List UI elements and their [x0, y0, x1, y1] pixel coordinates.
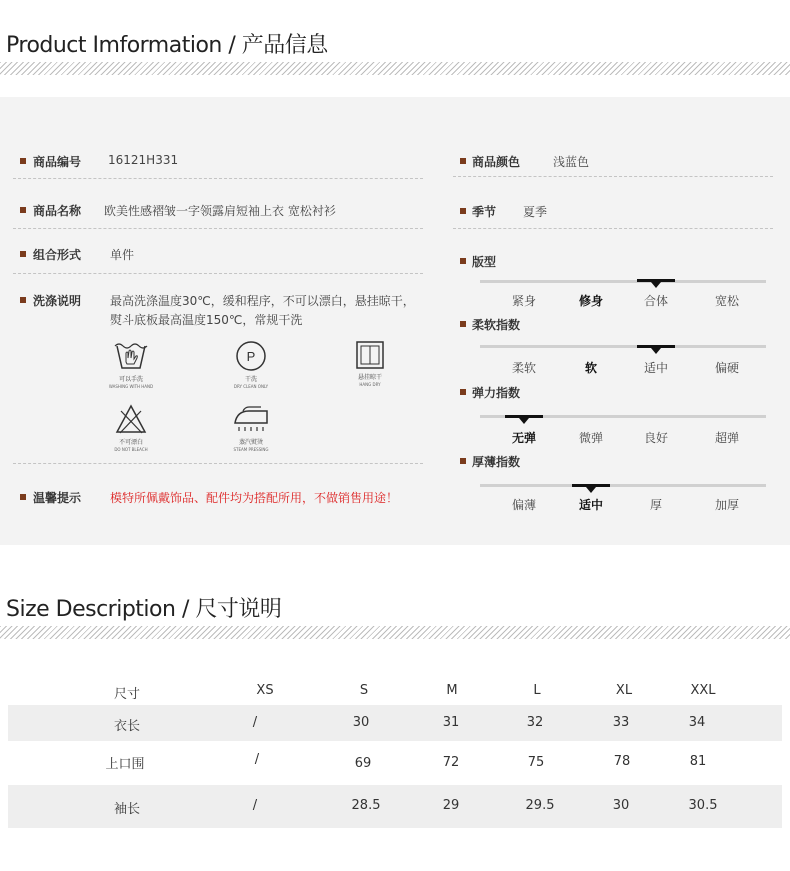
color-value: 浅蓝色 [553, 155, 590, 169]
table-cell: 75 [527, 755, 545, 770]
product-info-heading: Product Imformation / 产品信息 [6, 33, 328, 58]
wash-label: 洗涤说明 [33, 294, 82, 308]
product-name-label: 商品名称 [33, 204, 82, 218]
thickness-option: 适中 [578, 498, 604, 512]
no-bleach-care [100, 403, 162, 453]
fit-scale-track [480, 280, 766, 283]
wash-line-1: 最高洗涤温度30℃，缓和程序，不可以漂白，悬挂晾干， [110, 294, 415, 308]
bullet-icon [460, 258, 466, 264]
thickness-scale-track [480, 484, 766, 487]
care-cn-label: 干洗 [244, 376, 257, 383]
softness-option: 软 [584, 361, 598, 375]
fit-scale-marker [637, 279, 675, 282]
fit-option: 修身 [578, 294, 604, 308]
season-label: 季节 [472, 205, 497, 219]
table-cell: 28.5 [351, 798, 381, 813]
table-cell: / [252, 715, 258, 730]
heading-divider [0, 62, 790, 75]
steam-iron-care [222, 403, 280, 453]
item-no-value: 16121H331 [108, 153, 179, 167]
thickness-option: 加厚 [714, 498, 740, 512]
row-divider [13, 228, 423, 229]
table-cell: 上口围 [105, 757, 145, 772]
bullet-icon [460, 208, 466, 214]
care-cn-label: 蒸汽熨烫 [238, 439, 263, 446]
softness-label: 柔软指数 [472, 318, 521, 332]
elasticity-scale-marker [505, 415, 543, 418]
no-bleach-icon [115, 403, 147, 435]
softness-option: 柔软 [511, 361, 537, 375]
wash-line-2: 熨斗底板最高温度150℃，常规干洗 [110, 313, 303, 327]
size-header-cell: XL [615, 683, 633, 698]
bullet-icon [460, 389, 466, 395]
size-header-cell: M [446, 683, 458, 698]
care-en-label: HANG DRY [359, 382, 381, 387]
size-header-cell: S [359, 683, 369, 698]
row-divider [13, 273, 423, 274]
care-en-label: DRY CLEAN ONLY [233, 384, 269, 389]
svg-text:P: P [246, 349, 256, 364]
care-en-label: WASHING WITH HAND [108, 384, 154, 389]
table-cell: 袖长 [113, 802, 141, 817]
care-en-label: STEAM PRESSING [233, 447, 269, 452]
table-cell: 30 [612, 798, 630, 813]
table-cell: 31 [442, 715, 460, 730]
elasticity-option: 良好 [643, 431, 669, 445]
row-divider [13, 463, 423, 464]
color-label: 商品颜色 [472, 155, 521, 169]
table-cell: 29 [442, 798, 460, 813]
product-name-value: 欧美性感褶皱一字领露肩短袖上衣 宽松衬衫 [104, 204, 336, 218]
size-description-heading: Size Description / 尺寸说明 [6, 597, 282, 622]
combo-label: 组合形式 [33, 248, 82, 262]
size-header-cell: XS [256, 683, 274, 698]
row-divider [453, 228, 773, 229]
steam-iron-icon [229, 403, 273, 435]
bullet-icon [460, 158, 466, 164]
care-cn-label: 不可漂白 [118, 439, 143, 446]
hand-wash-care [100, 340, 162, 390]
care-cn-label: 悬挂晾干 [357, 374, 382, 381]
size-header-cell: 尺寸 [113, 687, 141, 702]
softness-scale-marker [637, 345, 675, 348]
thickness-label: 厚薄指数 [472, 455, 521, 469]
thickness-option: 厚 [649, 498, 663, 512]
season-value: 夏季 [523, 205, 548, 219]
thickness-option: 偏薄 [511, 498, 537, 512]
fit-option: 合体 [643, 294, 669, 308]
hang-dry-care [345, 340, 395, 388]
item-no-label: 商品编号 [33, 155, 82, 169]
care-cn-label: 可以手洗 [118, 376, 143, 383]
bullet-icon [20, 494, 26, 500]
bullet-icon [20, 297, 26, 303]
bullet-icon [20, 158, 26, 164]
bullet-icon [460, 321, 466, 327]
table-cell: / [252, 798, 258, 813]
thickness-scale-marker [572, 484, 610, 487]
table-cell: 30 [352, 715, 370, 730]
bullet-icon [20, 207, 26, 213]
heading-divider [0, 626, 790, 639]
bullet-icon [460, 458, 466, 464]
table-cell: 29.5 [525, 798, 555, 813]
table-cell: 72 [442, 755, 460, 770]
bullet-icon [20, 251, 26, 257]
hand-wash-icon [114, 340, 148, 372]
dry-clean-care [222, 340, 280, 390]
row-divider [13, 178, 423, 179]
table-cell: 69 [354, 756, 372, 771]
softness-option: 偏硬 [714, 361, 740, 375]
softness-option: 适中 [643, 361, 669, 375]
fit-option: 紧身 [511, 294, 537, 308]
fit-option: 宽松 [714, 294, 740, 308]
table-cell: 30.5 [688, 798, 718, 813]
combo-value: 单件 [110, 248, 135, 262]
fit-label: 版型 [472, 255, 497, 269]
care-en-label: DO NOT BLEACH [114, 447, 148, 452]
elasticity-option: 微弹 [578, 431, 604, 445]
table-cell: / [254, 752, 260, 767]
elasticity-option: 无弹 [511, 431, 537, 445]
row-divider [453, 176, 773, 177]
table-cell: 32 [526, 715, 544, 730]
elasticity-label: 弹力指数 [472, 386, 521, 400]
table-cell: 衣长 [113, 719, 141, 734]
tip-warning: 模特所佩戴饰品、配件均为搭配所用，不做销售用途！ [110, 491, 399, 505]
hang-dry-icon [355, 340, 385, 370]
table-cell: 78 [613, 754, 631, 769]
table-cell: 34 [688, 715, 706, 730]
elasticity-option: 超弹 [714, 431, 740, 445]
dry-clean-icon [235, 340, 267, 372]
tip-label: 温馨提示 [33, 491, 82, 505]
softness-scale-track [480, 345, 766, 348]
table-cell: 33 [612, 715, 630, 730]
size-header-cell: L [533, 683, 541, 698]
size-header-cell: XXL [690, 683, 716, 698]
table-cell: 81 [689, 754, 707, 769]
